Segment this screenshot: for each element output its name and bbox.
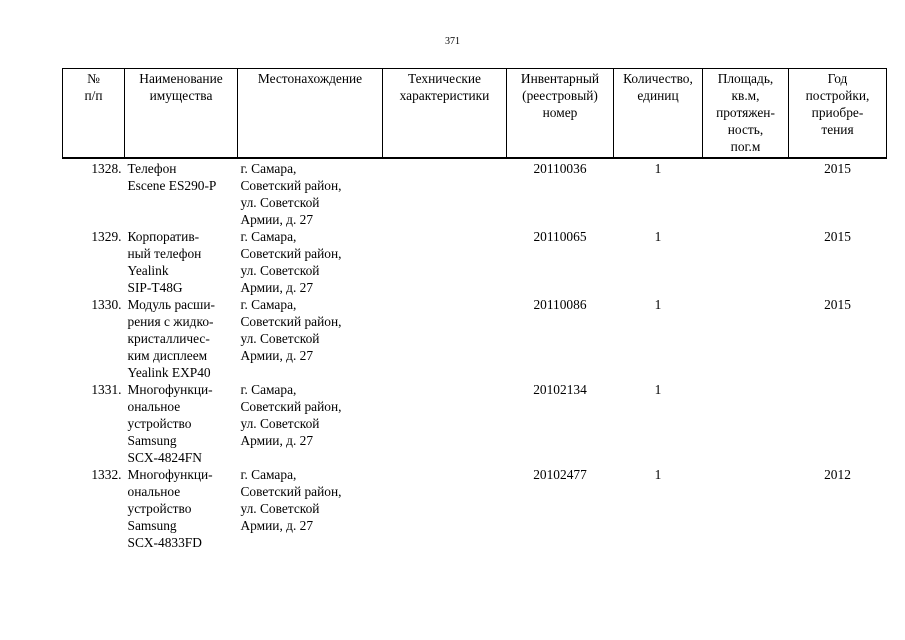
- row-location: г. Самара, Советский район, ул. Советской Армии, д. 27: [240, 297, 342, 363]
- row-quantity: 1: [654, 382, 662, 397]
- row-year: [789, 381, 887, 466]
- row-number: 1332.: [91, 467, 122, 482]
- row-location: г. Самара, Советский район, ул. Советской Армии, д. 27: [240, 382, 342, 448]
- row-area: [703, 381, 789, 466]
- table-header-row: [63, 69, 887, 159]
- row-area: [703, 158, 789, 228]
- row-specs: [383, 158, 507, 228]
- header-number: № п/п: [63, 69, 125, 159]
- row-year: 2015: [824, 297, 851, 312]
- header-year: Год постройки, приобре- тения: [789, 69, 887, 159]
- header-inventory: Инвентарный (реестровый) номер: [507, 69, 614, 159]
- row-specs: [383, 228, 507, 296]
- header-quantity: Количество, единиц: [614, 69, 703, 159]
- row-inventory: 20110036: [533, 161, 587, 176]
- row-specs: [383, 296, 507, 381]
- table-row: [63, 158, 887, 228]
- row-quantity: 1: [654, 297, 662, 312]
- property-registry-table: [62, 68, 887, 551]
- row-inventory: 20102134: [533, 382, 587, 397]
- row-inventory: 20110065: [533, 229, 587, 244]
- header-name: Наименование имущества: [125, 69, 238, 159]
- row-specs: [383, 381, 507, 466]
- header-location: Местонахождение: [238, 69, 383, 159]
- page-number: 371: [445, 36, 460, 47]
- row-inventory: 20110086: [533, 297, 587, 312]
- row-quantity: 1: [654, 229, 662, 244]
- row-area: [703, 296, 789, 381]
- row-year: 2015: [824, 161, 851, 176]
- row-name: Телефон Escene ES290-P: [127, 161, 217, 193]
- row-name: Корпоратив- ный телефон Yealink SIP-T48G: [127, 229, 202, 295]
- row-location: г. Самара, Советский район, ул. Советской Армии, д. 27: [240, 161, 342, 227]
- table-row: [63, 466, 887, 551]
- row-specs: [383, 466, 507, 551]
- row-number: 1328.: [91, 161, 122, 176]
- table-row: [63, 381, 887, 466]
- row-quantity: 1: [654, 467, 662, 482]
- row-number: 1330.: [91, 297, 122, 312]
- row-area: [703, 228, 789, 296]
- row-name: Модуль расши- рения с жидко- кристалличес- ким дисплеем Yealink EXP40: [127, 297, 215, 380]
- row-number: 1329.: [91, 229, 122, 244]
- row-quantity: 1: [654, 161, 662, 176]
- header-area: Площадь, кв.м, протяжен- ность, пог.м: [703, 69, 789, 159]
- row-name: Многофункци- ональное устройство Samsung SCX-4824FN: [127, 382, 213, 465]
- header-specs: Технические характеристики: [383, 69, 507, 159]
- row-year: 2015: [824, 229, 851, 244]
- table-row: [63, 228, 887, 296]
- row-location: г. Самара, Советский район, ул. Советской Армии, д. 27: [240, 467, 342, 533]
- row-year: 2012: [824, 467, 851, 482]
- row-name: Многофункци- ональное устройство Samsung SCX-4833FD: [127, 467, 213, 550]
- row-number: 1331.: [91, 382, 122, 397]
- row-area: [703, 466, 789, 551]
- row-inventory: 20102477: [533, 467, 587, 482]
- table-row: [63, 296, 887, 381]
- row-location: г. Самара, Советский район, ул. Советской Армии, д. 27: [240, 229, 342, 295]
